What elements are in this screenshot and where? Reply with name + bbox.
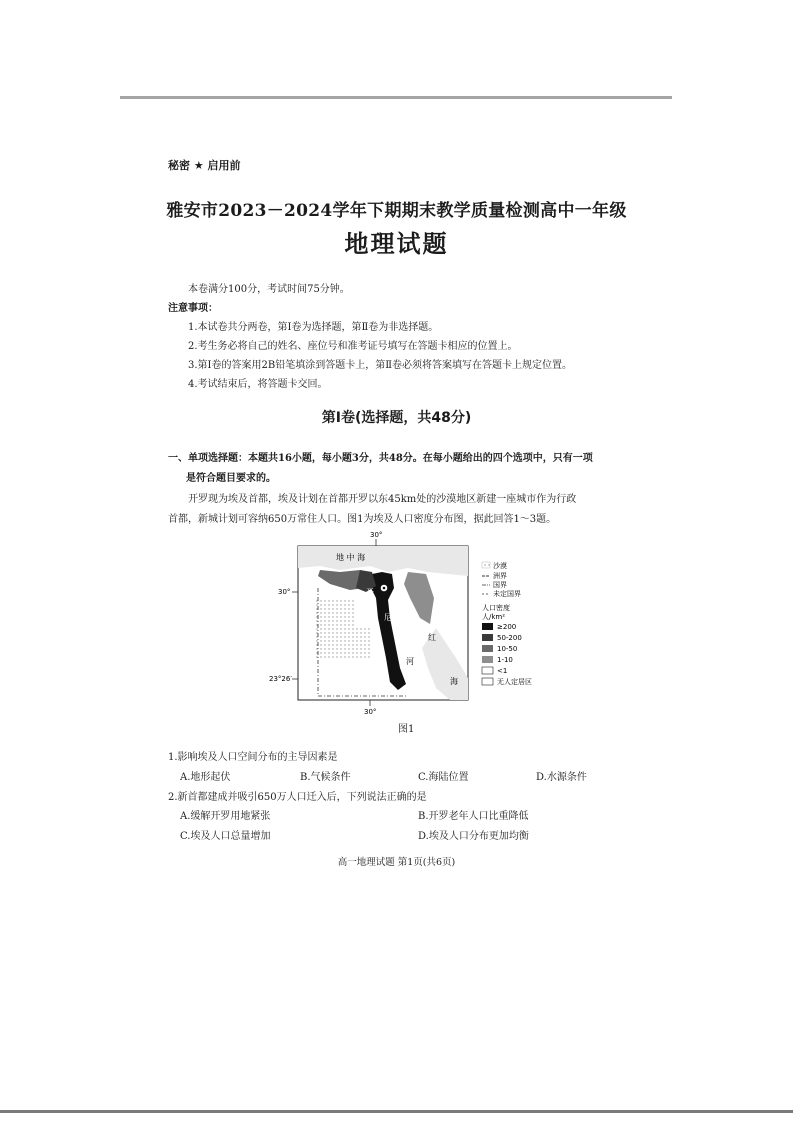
- question-option: B.开罗老年人口比重降低: [418, 811, 529, 822]
- top-longitude-label: 30°: [370, 531, 383, 539]
- subject-title: 地理试题: [344, 230, 449, 258]
- red-sea-label-char: 海: [450, 677, 458, 686]
- legend-swatch-10-50: [482, 645, 493, 652]
- instruction-line: 是符合题目要求的。: [186, 473, 276, 484]
- section-title: 第Ⅰ卷(选择题，共48分): [321, 410, 472, 426]
- question-option: B.气候条件: [300, 772, 351, 783]
- notes-title: 注意事项：: [168, 303, 218, 314]
- legend-swatch-200: [482, 623, 493, 630]
- question-option: D.埃及人口分布更加均衡: [418, 831, 529, 842]
- nile-label-char: 罗: [394, 631, 402, 640]
- note-item: 3.第Ⅰ卷的答案用2B铅笔填涂到答题卡上，第Ⅱ卷必须将答案填写在答题卡上规定位置。: [188, 360, 572, 371]
- top-scan-rule: [120, 96, 672, 99]
- question-option: D.水源条件: [536, 772, 587, 783]
- egypt-population-map: [260, 528, 560, 738]
- bottom-longitude-label: 30°: [364, 708, 377, 716]
- cairo-dot: [383, 587, 386, 590]
- question-option: C.埃及人口总量增加: [180, 831, 271, 842]
- desert-area: [316, 598, 356, 658]
- legend-swatch-50-200: [482, 634, 493, 641]
- legend-national-label: 国界: [493, 581, 507, 589]
- passage-line: 首都，新城计划可容纳650万常住人口。图1为埃及人口密度分布图，据此回答1～3题。: [168, 514, 557, 525]
- legend-desert-label: 沙漠: [493, 562, 507, 570]
- question-option: A.地形起伏: [180, 772, 231, 783]
- legend-class-label: 1-10: [497, 656, 513, 664]
- note-item: 1.本试卷共分两卷，第Ⅰ卷为选择题，第Ⅱ卷为非选择题。: [188, 322, 439, 333]
- page-footer: 高一地理试题 第1页(共6页): [337, 857, 456, 868]
- confidential-mark: 秘密 ★ 启用前: [168, 159, 241, 172]
- score-time-note: 本卷满分100分，考试时间75分钟。: [188, 284, 350, 295]
- question-option: A.缓解开罗用地紧张: [180, 811, 271, 822]
- legend-desert-swatch: [482, 562, 490, 568]
- latitude-30-label: 30°: [278, 588, 291, 596]
- legend-undefined-label: 未定国界: [493, 590, 521, 598]
- note-item: 2.考生务必将自己的姓名、座位号和准考证号填写在答题卡相应的位置上。: [188, 341, 518, 352]
- sea-label: 地 中 海: [336, 553, 366, 562]
- question-stem: 1.影响埃及人口空间分布的主导因素是: [168, 752, 338, 763]
- red-sea-label-char: 红: [428, 633, 436, 642]
- question-option: C.海陆位置: [418, 772, 469, 783]
- cairo-label: 开: [366, 588, 374, 597]
- legend-density-title: 人口密度: [482, 604, 510, 612]
- legend-class-label: ≥200: [497, 623, 517, 631]
- legend-class-label: 10-50: [497, 645, 518, 653]
- legend-class-label: 无人定居区: [497, 678, 532, 686]
- desert-area: [356, 628, 372, 658]
- legend-continent-label: 洲界: [493, 572, 507, 580]
- legend-swatch-lt1: [482, 667, 493, 674]
- legend-density-unit: 人/km²: [482, 613, 506, 621]
- legend-class-label: 50-200: [497, 634, 522, 642]
- instruction-line: 一、单项选择题：本题共16小题，每小题3分，共48分。在每小题给出的四个选项中，只有一项: [168, 453, 593, 464]
- legend-swatch-uninhabited: [482, 678, 493, 685]
- note-item: 4.考试结束后，将答题卡交回。: [188, 379, 328, 390]
- figure-caption: 图1: [398, 724, 415, 735]
- passage-line: 开罗现为埃及首都，埃及计划在首都开罗以东45km处的沙漠地区新建一座城市作为行政: [188, 494, 577, 505]
- legend-swatch-1-10: [482, 656, 493, 663]
- exam-title: 雅安市2023－2024学年下期期末教学质量检测高中一年级: [166, 201, 627, 221]
- bottom-scan-rule: [0, 1110, 793, 1113]
- nile-label-char: 河: [406, 657, 414, 666]
- latitude-2326-label: 23°26′: [269, 675, 292, 683]
- question-stem: 2.新首都建成并吸引650万人口迁入后，下列说法正确的是: [168, 792, 427, 803]
- nile-label-char: 尼: [384, 613, 392, 622]
- legend-class-label: <1: [497, 667, 508, 675]
